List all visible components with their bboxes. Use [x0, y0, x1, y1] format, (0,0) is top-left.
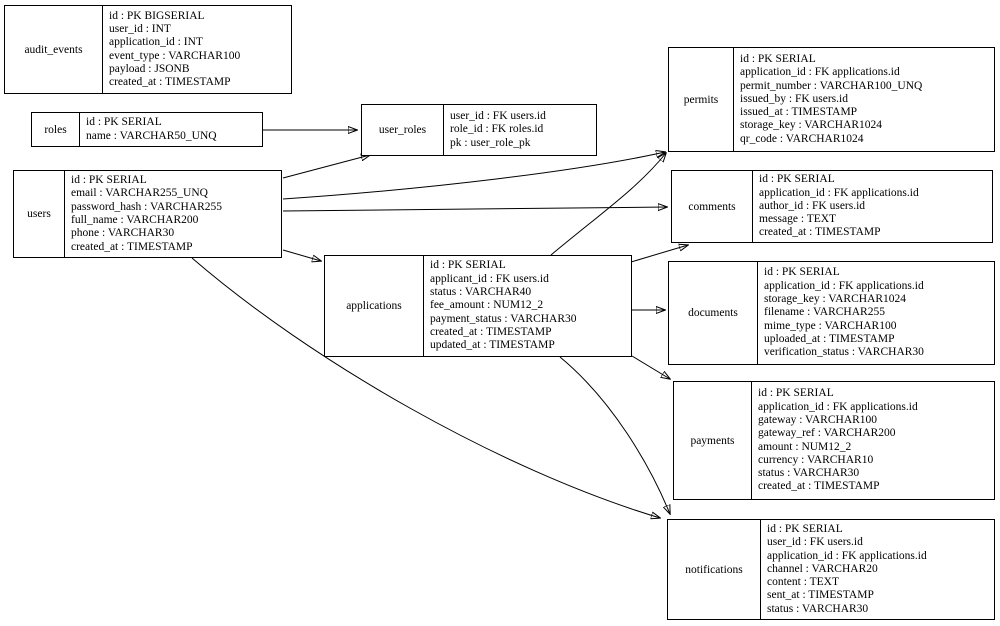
field-row: application_id : FK applications.id	[758, 400, 918, 413]
field-row: status : VARCHAR30	[758, 467, 860, 480]
field-row: event_type : VARCHAR100	[109, 49, 241, 62]
field-row: storage_key : VARCHAR1024	[764, 293, 907, 306]
field-row: applicant_id : FK users.id	[430, 272, 549, 285]
table-fields-cell	[65, 171, 281, 257]
field-row: id : PK SERIAL	[740, 52, 816, 65]
field-row: permit_number : VARCHAR100_UNQ	[740, 79, 923, 92]
field-row: uploaded_at : TIMESTAMP	[764, 332, 895, 345]
field-row: sent_at : TIMESTAMP	[767, 589, 874, 602]
edge-users-permits	[283, 152, 665, 199]
field-row: application_id : FK applications.id	[764, 279, 924, 292]
field-row: created_at : TIMESTAMP	[430, 325, 552, 338]
table-name-cell	[672, 171, 753, 242]
table-name: permits	[683, 93, 719, 106]
field-row: payload : JSONB	[109, 62, 190, 75]
table-users	[13, 170, 282, 258]
field-row: fee_amount : NUM12_2	[430, 299, 544, 312]
field-row: application_id : FK applications.id	[740, 66, 900, 79]
field-row: pk : user_role_pk	[450, 136, 531, 149]
field-row: currency : VARCHAR10	[758, 453, 874, 466]
field-row: application_id : INT	[109, 36, 203, 49]
field-row: gateway_ref : VARCHAR200	[758, 427, 896, 440]
field-row: email : VARCHAR255_UNQ	[71, 187, 208, 200]
field-row: role_id : FK roles.id	[450, 123, 544, 136]
table-name: users	[27, 208, 51, 220]
edge-users-applications	[283, 250, 321, 261]
table-name-cell	[5, 6, 103, 93]
field-row: status : VARCHAR30	[767, 602, 869, 615]
table-name: applications	[346, 300, 402, 312]
table-name-cell	[669, 48, 734, 151]
field-row: id : PK SERIAL	[430, 259, 506, 272]
field-row: issued_by : FK users.id	[740, 92, 848, 105]
field-row: updated_at : TIMESTAMP	[430, 339, 555, 352]
field-row: status : VARCHAR40	[430, 286, 532, 299]
table-name-cell	[674, 382, 752, 499]
field-row: password_hash : VARCHAR255	[71, 200, 223, 213]
edge-applications-payments	[632, 356, 670, 379]
field-row: application_id : FK applications.id	[767, 549, 927, 562]
field-row: id : PK SERIAL	[86, 116, 162, 129]
field-row: full_name : VARCHAR200	[71, 214, 199, 226]
field-row: id : PK SERIAL	[758, 387, 834, 400]
table-fields-cell	[80, 113, 262, 146]
field-row: created_at : TIMESTAMP	[71, 240, 193, 253]
field-row: name : VARCHAR50_UNQ	[86, 129, 217, 142]
field-row: content : TEXT	[767, 576, 839, 589]
field-row: id : PK SERIAL	[759, 173, 835, 186]
table-documents	[668, 261, 995, 365]
table-name: audit_events	[24, 43, 83, 56]
table-name: user_roles	[378, 124, 427, 136]
field-row: id : PK SERIAL	[764, 266, 840, 279]
table-fields-cell	[103, 6, 291, 93]
field-row: user_id : FK users.id	[767, 536, 863, 549]
field-row: id : PK SERIAL	[71, 174, 147, 187]
table-applications	[324, 255, 632, 357]
table-fields-cell	[758, 262, 994, 364]
table-payments	[673, 381, 995, 500]
table-fields-cell	[761, 520, 994, 619]
table-fields-cell	[752, 382, 994, 499]
table-name: comments	[688, 200, 736, 213]
table-fields-cell	[734, 48, 994, 151]
field-row: mime_type : VARCHAR100	[764, 319, 897, 332]
field-row: storage_key : VARCHAR1024	[740, 119, 883, 132]
table-name: roles	[44, 123, 67, 136]
field-row: amount : NUM12_2	[758, 440, 852, 453]
table-fields-cell	[444, 105, 596, 155]
edge-applications-permits	[551, 153, 666, 255]
table-name-cell	[668, 520, 761, 619]
table-name-cell	[32, 113, 80, 146]
field-row: qr_code : VARCHAR1024	[740, 132, 864, 145]
table-name-cell	[325, 256, 424, 356]
edge-applications-notifications	[560, 357, 670, 514]
field-row: verification_status : VARCHAR30	[764, 346, 924, 359]
field-row: gateway : VARCHAR100	[758, 413, 878, 426]
field-row: author_id : FK users.id	[759, 199, 866, 212]
table-comments	[671, 170, 993, 243]
table-notifications	[667, 519, 995, 620]
field-row: payment_status : VARCHAR30	[430, 312, 577, 325]
table-name-cell	[14, 171, 65, 257]
field-row: id : PK SERIAL	[767, 522, 843, 535]
table-name: notifications	[685, 563, 743, 576]
field-row: phone : VARCHAR30	[71, 227, 175, 240]
field-row: application_id : FK applications.id	[759, 186, 919, 199]
field-row: filename : VARCHAR255	[764, 306, 885, 319]
field-row: user_id : FK users.id	[450, 110, 546, 123]
edge-users-user_roles	[283, 155, 370, 178]
table-name: payments	[690, 434, 735, 447]
table-name: documents	[688, 307, 738, 319]
table-name-cell	[362, 105, 444, 155]
field-row: created_at : TIMESTAMP	[759, 226, 881, 239]
edge-applications-comments	[631, 245, 688, 262]
field-row: message : TEXT	[759, 213, 837, 226]
table-name-cell	[669, 262, 758, 364]
table-fields-cell	[753, 171, 992, 242]
field-row: issued_at : TIMESTAMP	[740, 106, 858, 119]
table-permits	[668, 47, 995, 152]
table-audit-events	[4, 5, 292, 94]
field-row: created_at : TIMESTAMP	[758, 480, 880, 493]
table-user-roles	[361, 104, 597, 156]
table-roles	[31, 112, 263, 147]
table-fields-cell	[424, 256, 631, 356]
field-row: channel : VARCHAR20	[767, 562, 878, 575]
field-row: user_id : INT	[109, 22, 171, 35]
field-row: id : PK BIGSERIAL	[109, 9, 205, 22]
field-row: created_at : TIMESTAMP	[109, 76, 231, 89]
